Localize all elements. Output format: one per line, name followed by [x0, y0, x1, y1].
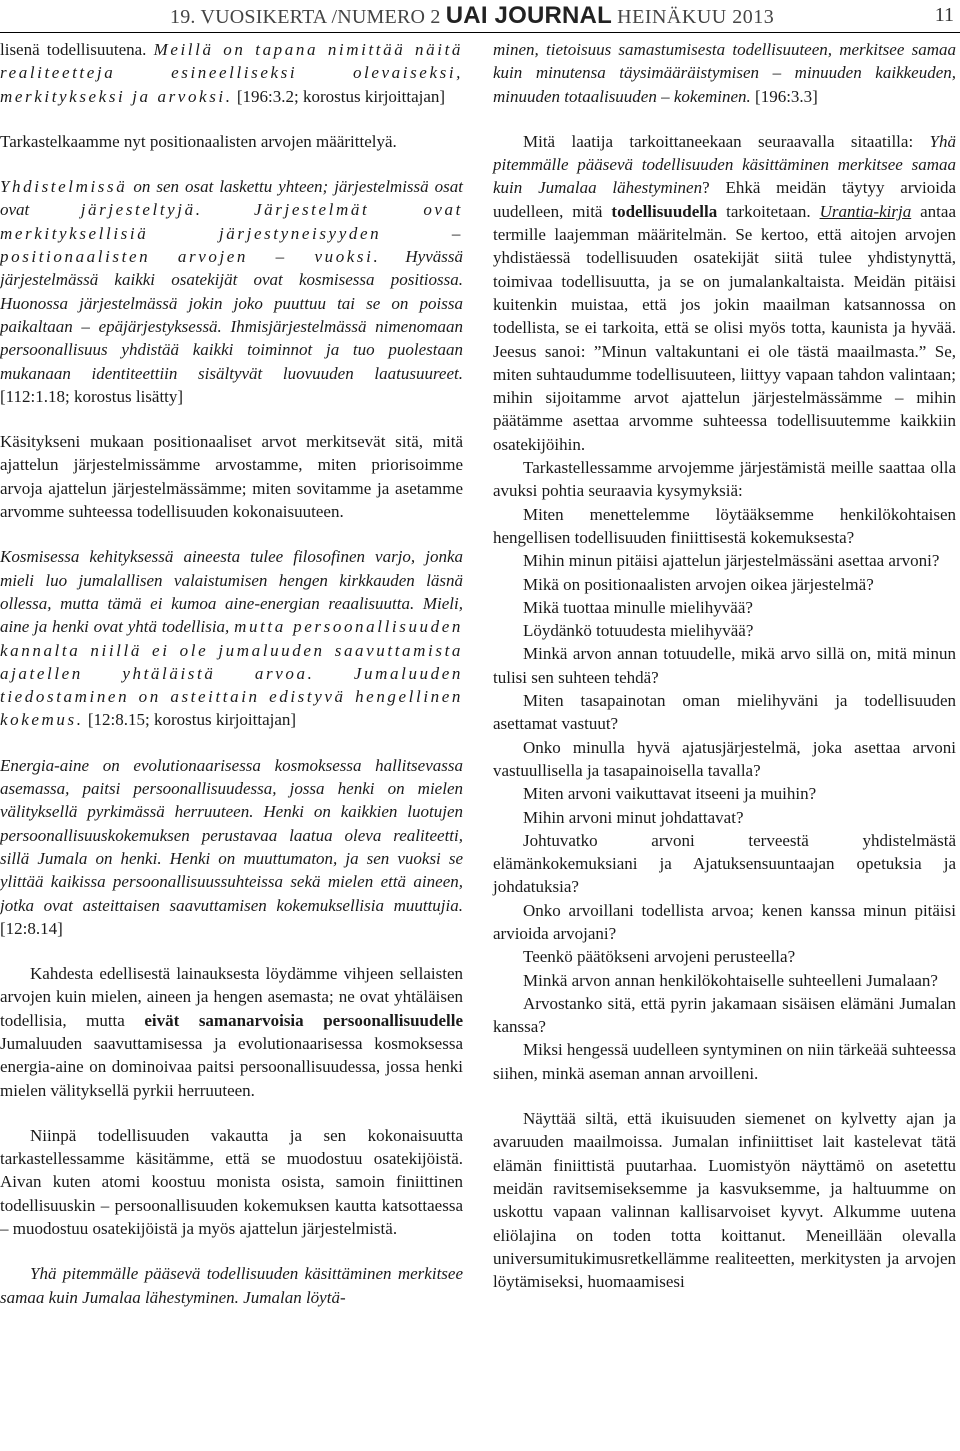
- paragraph-quote-196-3-2: [0, 38, 463, 108]
- question-item: Miten arvoni vaikuttavat itseeni ja muihin?: [523, 784, 817, 804]
- book-title: Urantia-kirja: [819, 201, 912, 221]
- question-item: Arvostanko sitä, että pyrin jakamaan sisäisen elämäni Jumalan kanssa?: [493, 993, 956, 1037]
- emphasis-run: järjesteltyjä.: [80, 200, 203, 220]
- emphasis-run: Meillä on tapana nimittää näitä realiteetteja esineelliseksi olevaiseksi, merkitykseksi ja arvoksi.: [0, 40, 463, 106]
- question-item: Mihin arvoni minut johdattavat?: [523, 807, 744, 827]
- citation: [12:8.14]: [0, 918, 63, 938]
- question-item: Teenkö päätökseni arvojeni perusteella?: [523, 947, 796, 967]
- page-number: 11: [934, 4, 954, 26]
- left-column: [0, 38, 463, 1309]
- citation: [112:1.18; korostus lisätty]: [0, 386, 184, 406]
- paragraph-positional-values: Käsitykseni mukaan positionaaliset arvot merkitsevät sitä, mitä ajattelun järjestelmissämme arvostamme, miten priorisoimme arvoja ajattelun järjestelmässämme; miten sovitamme ja asetamme arvomme suhteessa todellisuuden kokonaisuuteen.: [0, 432, 463, 522]
- text-run: ? Ehkä meidän täytyy arvioida uudelleen, mitä: [493, 178, 956, 221]
- question-item: Onko minulla hyvä ajatusjärjestelmä, joka asettaa arvoni vastuullisella ja tasapainoisella tavalla?: [493, 737, 956, 780]
- paragraph-intro: Tarkastelkaamme nyt positionaalisten arvojen määrittelyä.: [0, 131, 397, 151]
- paragraph-reality-comprehension: Yhä pitemmälle pääsevä todellisuuden käsittäminen merkitsee samaa kuin Jumalaa lähestyminen. Jumalan löytä-: [0, 1264, 463, 1307]
- citation: [196:3.2; korostus kirjoittajan]: [232, 86, 446, 106]
- paragraph-seeds-of-eternity: Näyttää siltä, että ikuisuuden siemenet on kylvetty ajan ja avaruuden maailmoissa. Jumalan infiniittiset lait kastelevat tätä elämän finiittistä puutarhaa. Luomistyön näyttämö on asetettu meidän ravitsemiseksemme ja kasvuksemme, ja haltuumme on uskottu vapaan valinnan kallisarvoiset kyvyt. Alkumme uutena eliölajina on toden totta koittanut. Meneillään olevalla universumitukimusretkellämme realiteetten, merkitysten ja arvojen löytämiseksi, huomaamisesi: [493, 1109, 956, 1292]
- question-list: [493, 503, 956, 1085]
- text-run: minen, tietoisuus samastumisesta todellisuuteen, merkitsee samaa kuin minutensa täysimääräistymisen – minuuden kaikkeuden, minuuden totaalisuuden – kokeminen.: [493, 40, 956, 106]
- question-item: Miksi hengessä uudelleen syntyminen on niin tärkeää suhteessa siihen, minkä aseman annan arvoilleni.: [493, 1040, 956, 1083]
- paragraph-quote-12-8-15: [0, 545, 463, 731]
- question-item: Mikä on positionaalisten arvojen oikea järjestelmä?: [523, 574, 874, 594]
- emphasis-run: Järjestelmät ovat merkityksellisiä järjestyneisyyden – positionaalisten arvojen – vuoksi.: [0, 200, 463, 267]
- bold-run: todellisuudella: [611, 201, 718, 221]
- citation: [12:8.15; korostus kirjoittajan]: [83, 710, 297, 730]
- question-item: Mihin minun pitäisi ajattelun järjestelmässäni asettaa arvoni?: [523, 551, 940, 571]
- text-run: [203, 200, 254, 219]
- text-run: on sen osat laskettu yhteen; järjestelmissä osat ovat: [0, 177, 463, 220]
- question-item: Mikä tuottaa minulle mielihyvää?: [523, 597, 753, 617]
- question-item: Minkä arvon annan henkilökohtaiselle suhteelleni Jumalaan?: [523, 970, 938, 990]
- text-run: Jumaluuden saavuttamisessa ja evolutionaarisessa kosmoksessa energia-aine on dominoivaa paitsi persoonallisuudessa, jossa henki mielen välityksellä pyrkii herruuteen.: [0, 1033, 463, 1100]
- text-run: tarkoitetaan.: [717, 201, 820, 221]
- paragraph-quote-12-8-14: [0, 754, 463, 940]
- emphasis-run: mutta persoonallisuuden kannalta niillä ei ole jumaluuden saavuttamista ajatellen yhtäläistä arvoa. Jumaluuden tiedostaminen on asteittain edistyvä hengellinen kokemus.: [0, 617, 463, 730]
- question-item: Minkä arvon annan totuudelle, mikä arvo sillä on, mitä minun tulisi sen suhteen tehdä?: [493, 644, 956, 687]
- text-run: Hyvässä järjestelmässä kaikki osatekijät ovat kosmisessa positiossa. Huonossa järjestelmässä jokin joko puuttuu tai se on poissa paikaltaan – epäjärjestyksessä. Ihmisjärjestelmässä nimenomaan persoonallisuus yhdistää kaikki toiminnot ja tuo puolestaan mukanaan identiteettiin sisältyvät luovuuden laatusuureet.: [0, 247, 463, 383]
- question-item: Miten menettelemme löytääksemme henkilökohtaisen hengellisen todellisuuden finiittisestä kokemuksesta?: [493, 504, 956, 547]
- question-item: Onko arvoillani todellista arvoa; kenen kanssa minun pitäisi arvioida arvojani?: [493, 900, 956, 943]
- paragraph-questions-intro: Tarkastellessamme arvojemme järjestämistä meille saattaa olla avuksi pohtia seuraavia kysymyksiä:: [493, 458, 956, 501]
- paragraph-quote-interpretation: [493, 130, 956, 456]
- header-rule: [0, 32, 960, 33]
- paragraph-reality-stability: Niinpä todellisuuden vakautta ja sen kokonaisuutta tarkastellessamme käsitämme, että se muodostuu osatekijöistä. Aivan kuten atomi koostuu monista osista, samoin finiittinen todellisuuskin – persoonallisuuden kokemuksen kautta katsottaessa – muodostuu osatekijöistä ja myös ajattelun järjestelmistä.: [0, 1125, 463, 1239]
- paragraph-quote-112-1-18: [0, 175, 463, 408]
- text-run: lisenä todellisuutena.: [0, 40, 154, 59]
- journal-name: UAI JOURNAL: [445, 2, 612, 29]
- paragraph-quote-196-3-3: [493, 38, 956, 108]
- text-run: antaa termille laajemman määritelmän. Se kertoo, että aitojen arvojen yhdistäessä todellisuuden osatekijät siitä tulee yhdistynyttä, toimivaa todellisuutta, ja se on jumalankaltaista. Meidän pitäisi kuitenkin muistaa, että jos jokin maailman katsannossa on todellista, se ei tarkoita, että se olisi myös totta, kaunista ja hyvää. Jeesus sanoi: ”Minun valtakuntani ei ole tästä maailmasta.” Se, miten suhtaudumme todellisuuteen, liittyy vapaan tahdon valintaan; mihin sijoitamme arvot ajattelun järjestelmässämme – mihin päätämme asettaa arvomme suhteessa todellisuutemme kaikkiin osatekijöihin.: [493, 201, 956, 454]
- text-run: Kosmisessa kehityksessä aineesta tulee filosofinen varjo, jonka mieli luo jumalallisen valaistumisen hengen kirkkauden läsnä ollessa, mutta tämä ei kumoa aine-energian reaalisuutta. Mieli, aine ja henki ovat yhtä todellisia,: [0, 547, 463, 637]
- right-column: [493, 38, 956, 1293]
- emphasis-run: Yhdistelmissä: [0, 177, 128, 197]
- issue-label: 19. VUOSIKERTA /NUMERO 2: [170, 6, 441, 28]
- text-run: Kahdesta edellisestä lainauksesta löydämme vihjeen sellaisten arvojen kuin mielen, aineen ja hengen asemasta; ne ovat yhtäläisen todellisia, mutta: [0, 964, 463, 1030]
- paragraph-two-quotes: [0, 962, 463, 1102]
- page-header: [0, 0, 960, 36]
- issue-month: HEINÄKUU 2013: [617, 6, 775, 28]
- question-item: Löydänkö totuudesta mielihyvää?: [523, 621, 754, 641]
- text-run: Energia-aine on evolutionaarisessa kosmoksessa hallitsevassa asemassa, paitsi persoonallisuudessa, jossa henki on mielen välityksellä pyrkimässä herruuteen. Henki on kaikkien luotujen persoonallisuuskokemuksen perustavaa laatua oleva realiteetti, sillä Jumala on henki. Henki on muuttumaton, ja sen vuoksi se ylittää kaikissa persoonallisuussuhteissa sekä mielen että aineen, jotka ovat asteittaisen saavuttamisen kokemuksellisia muuttujia.: [0, 755, 463, 915]
- citation: [196:3.3]: [750, 86, 818, 106]
- question-item: Johtuvatko arvoni terveestä yhdistelmästä elämänkokemuksiani ja Ajatuksensuuntaajan opetuksia ja johdatuksia?: [493, 830, 956, 897]
- bold-run: eivät samanarvoisia persoonallisuudelle: [144, 1010, 463, 1030]
- question-item: Miten tasapainotan oman mielihyväni ja todellisuuden asettamat vastuut?: [493, 691, 956, 734]
- header-title: [170, 2, 774, 30]
- text-run: Mitä laatija tarkoittaneekaan seuraavalla sitaatilla:: [523, 131, 930, 151]
- emphasis-run: Yhä pitemmälle pääsevä todellisuuden käsittäminen merkitsee samaa kuin Jumalaa lähestyminen: [493, 131, 956, 198]
